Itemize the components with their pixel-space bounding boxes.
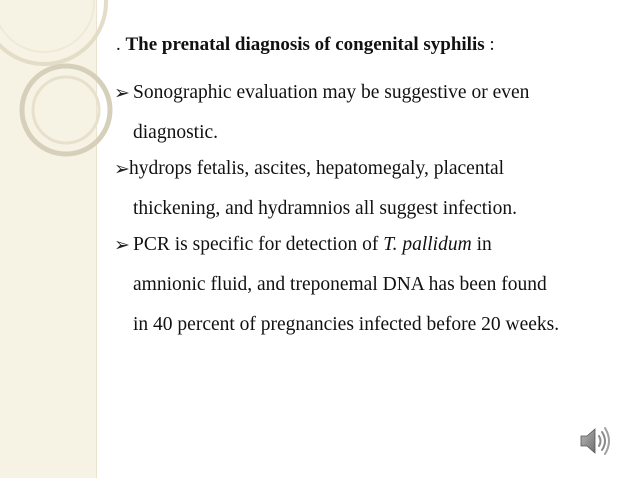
bullet-arrow-icon: ➢: [114, 159, 130, 180]
bullet-1-line-2: diagnostic.: [133, 122, 219, 143]
bullet-1-line-1: Sonographic evaluation may be suggestive or even: [133, 82, 530, 103]
bullet-3-line-3: in 40 percent of pregnancies infected before 20 weeks.: [133, 314, 560, 335]
bullet-arrow-icon: ➢: [114, 83, 130, 104]
bullet-arrow-icon: ➢: [114, 235, 130, 256]
speaker-icon[interactable]: [578, 424, 612, 458]
bullet-3-line-1: PCR is specific for detection of T. pallidum in: [133, 234, 492, 255]
bullet-2-line-1: hydrops fetalis, ascites, hepatomegaly, placental: [129, 158, 505, 179]
bullet-2-line-2: thickening, and hydramnios all suggest infection.: [133, 198, 517, 219]
bullet-3-line-2: amnionic fluid, and treponemal DNA has been found: [133, 274, 547, 295]
slide-title: . The prenatal diagnosis of congenital syphilis :: [116, 34, 495, 55]
